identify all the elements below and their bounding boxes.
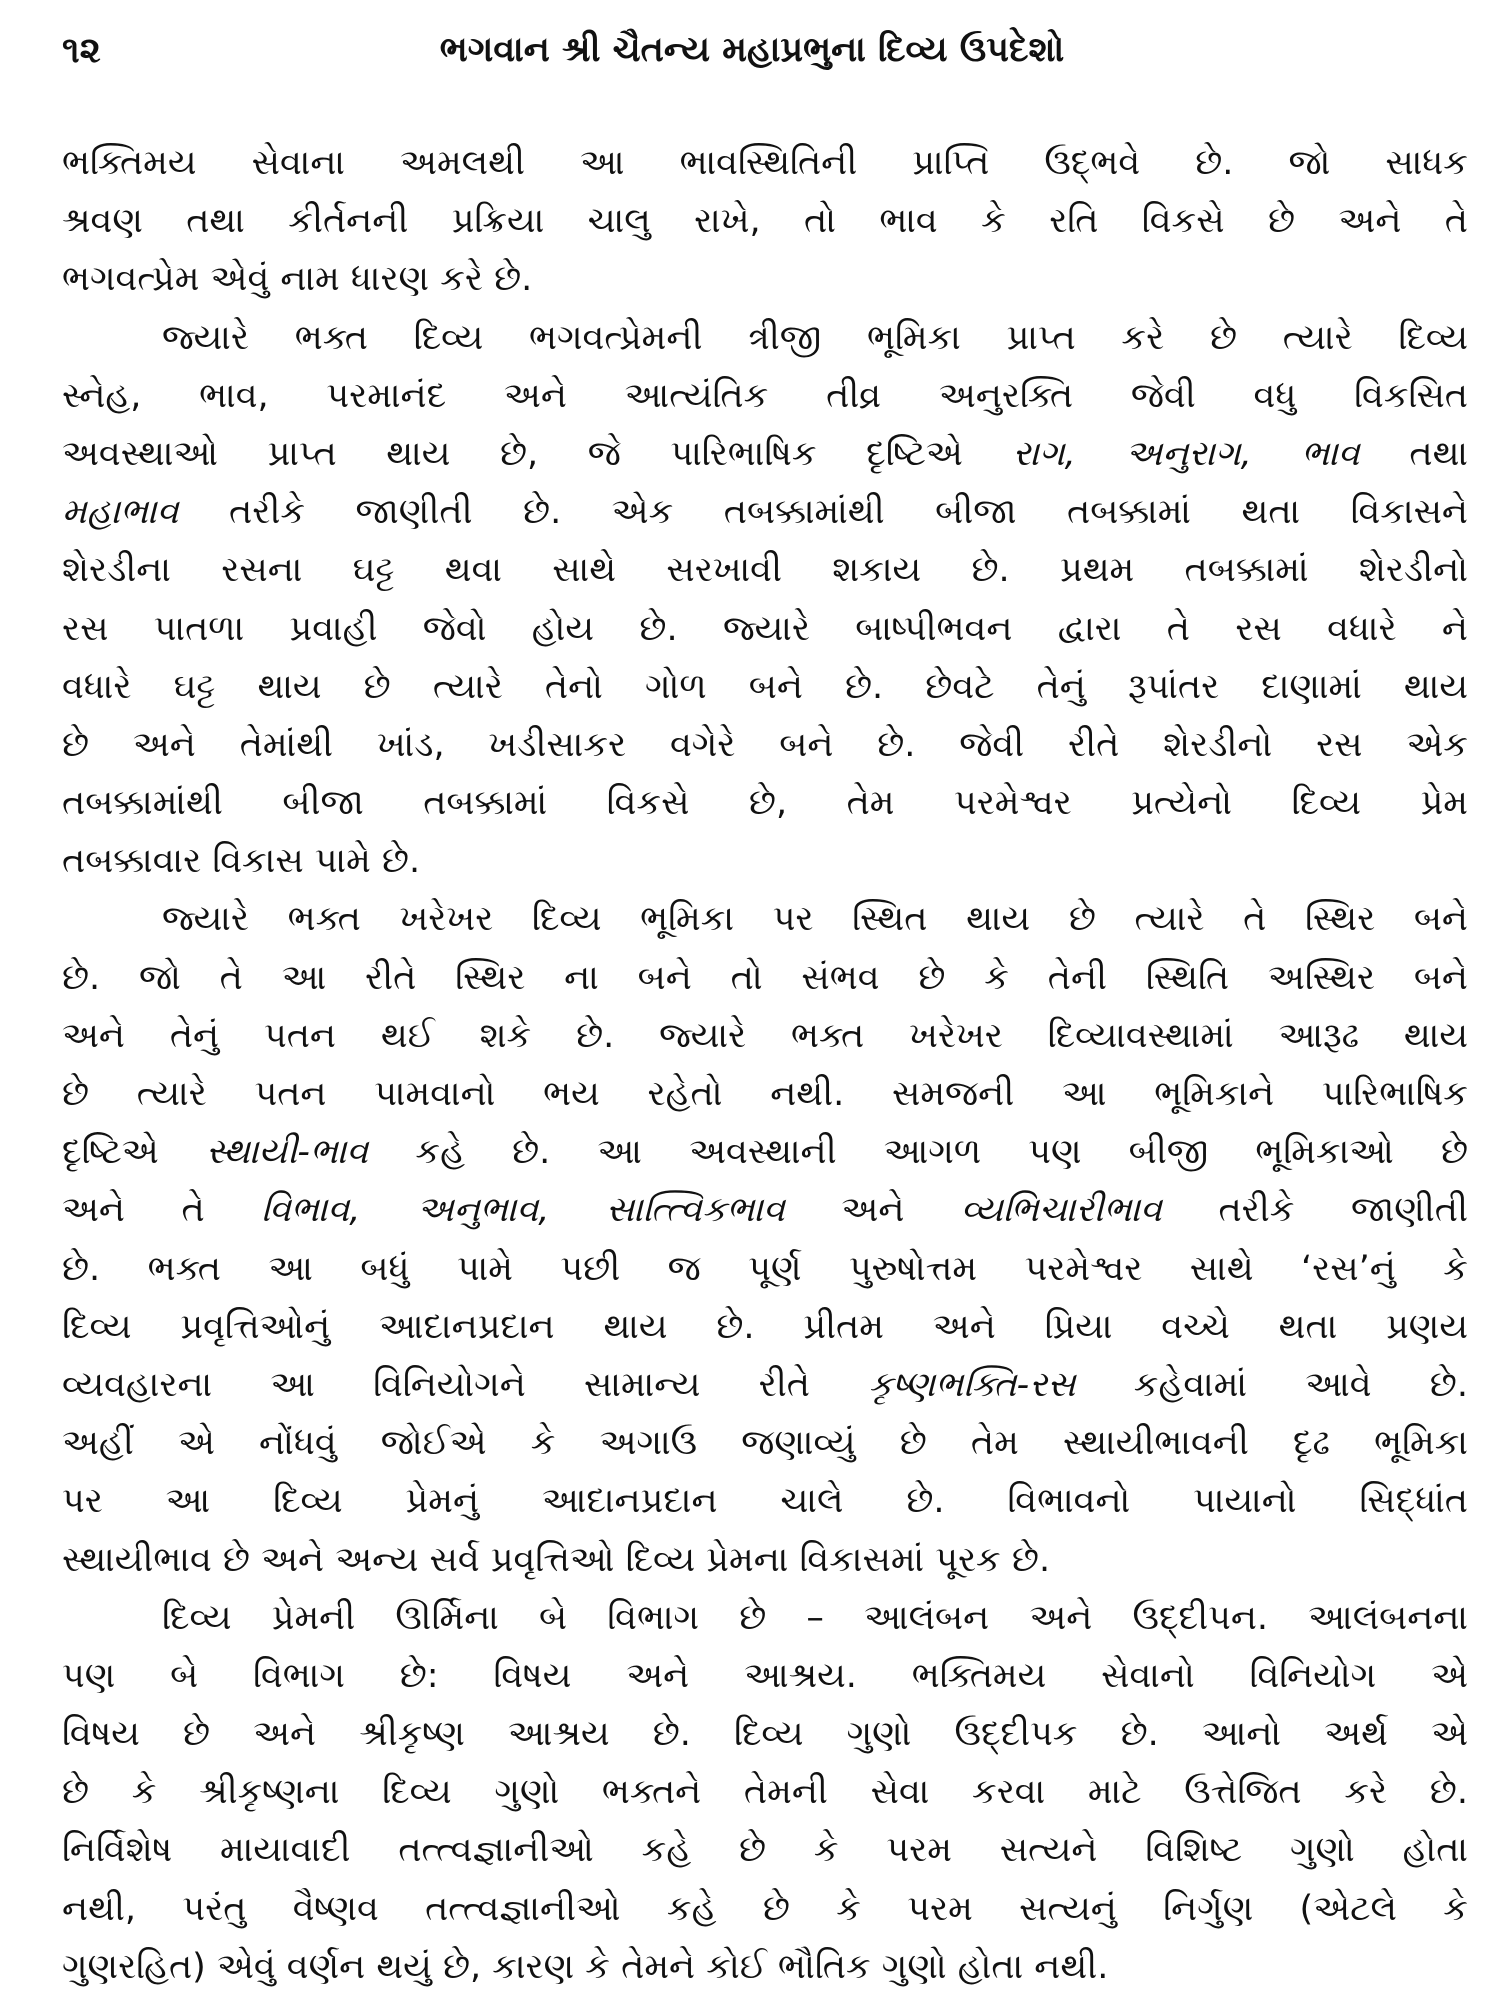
- text-segment: તરીકે જાણીતી: [1161, 1190, 1468, 1231]
- text-segment: અને: [784, 1190, 961, 1231]
- text-segment: વધારે ઘટ્ટ થાય છે ત્યારે તેનો ગોળ બને છે. છેવટે તેનું રૂપાંતર દાણામાં થાય: [62, 666, 1468, 707]
- text-segment: તબક્કાવાર વિકાસ પામે છે.: [62, 841, 421, 882]
- text-line: [62, 1705, 1468, 1763]
- text-line: [62, 600, 1468, 658]
- text-segment: નથી, પરંતુ વૈષ્ણવ તત્ત્વજ્ઞાનીઓ કહે છે કે પરમ સત્યનું નિર્ગુણ (એટલે કે: [62, 1888, 1468, 1929]
- text-segment: શ્રવણ તથા કીર્તનની પ્રક્રિયા ચાલુ રાખે, તો ભાવ કે રતિ વિકસે છે અને તે: [62, 201, 1468, 242]
- text-line: [62, 1356, 1468, 1414]
- text-segment: છે અને તેમાંથી ખાંડ, ખડીસાકર વગેરે બને છે. જેવી રીતે શેરડીનો રસ એક: [62, 724, 1468, 765]
- text-segment: છે કે શ્રીકૃષ્ણના દિવ્ય ગુણો ભક્તને તેમની સેવા કરવા માટે ઉત્તેજિત કરે છે.: [62, 1772, 1468, 1813]
- text-segment: નિર્વિશેષ માયાવાદી તત્ત્વજ્ઞાનીઓ કહે છે કે પરમ સત્યને વિશિષ્ટ ગુણો હોતા: [62, 1830, 1468, 1871]
- text-segment: સ્નેહ, ભાવ, પરમાનંદ અને આત્યંતિક તીવ્ર અનુરક્તિ જેવી વધુ વિકસિત: [62, 375, 1468, 416]
- text-line: [62, 1763, 1468, 1821]
- text-line: [62, 1298, 1468, 1356]
- text-segment: છે. ભક્ત આ બધું પામે પછી જ પૂર્ણ પુરુષોત્તમ પરમેશ્વર સાથે ‘રસ’નું કે: [62, 1248, 1468, 1289]
- text-line: [62, 250, 1468, 308]
- text-line: [62, 1821, 1468, 1879]
- text-line: [62, 134, 1468, 192]
- text-segment: ભક્તિમય સેવાના અમલથી આ ભાવસ્થિતિની પ્રાપ્તિ ઉદ્ભવે છે. જો સાધક: [62, 143, 1468, 183]
- text-segment: શેરડીના રસના ઘટ્ટ થવા સાથે સરખાવી શકાય છે. પ્રથમ તબક્કામાં શેરડીનો: [62, 550, 1468, 591]
- text-line: [62, 192, 1468, 250]
- text-segment: અને તેનું પતન થઈ શકે છે. જ્યારે ભક્ત ખરેખર દિવ્યાવસ્થામાં આરૂઢ થાય: [62, 1015, 1468, 1056]
- text-line: [62, 716, 1468, 774]
- text-line: [62, 1065, 1468, 1123]
- text-line: [62, 658, 1468, 716]
- text-line: [62, 1531, 1468, 1589]
- text-segment: પણ બે વિભાગ છે: વિષય અને આશ્રય. ભક્તિમય સેવાનો વિનિયોગ એ: [62, 1655, 1468, 1696]
- text-line: [62, 832, 1468, 890]
- text-segment: તથા: [1359, 433, 1468, 474]
- italic-term: મહાભાવ: [62, 492, 179, 533]
- text-segment: વ્યવહારના આ વિનિયોગને સામાન્ય રીતે: [62, 1364, 869, 1405]
- text-segment: પર આ દિવ્ય પ્રેમનું આદાનપ્રદાન ચાલે છે. વિભાવનો પાયાનો સિદ્ધાંત: [62, 1481, 1468, 1522]
- text-line: [62, 1589, 1468, 1647]
- text-segment: ભગવત્પ્રેમ એવું નામ ધારણ કરે છે.: [62, 259, 533, 300]
- text-segment: કહે છે. આ અવસ્થાની આગળ પણ બીજી ભૂમિકાઓ છે: [368, 1132, 1468, 1173]
- text-line: [62, 425, 1468, 483]
- text-line: [62, 1181, 1468, 1239]
- italic-term: વ્યભિચારીભાવ: [960, 1190, 1162, 1231]
- paragraph: [62, 134, 1468, 309]
- text-line: [62, 367, 1468, 425]
- italic-term: કૃષ્ણભક્તિ-રસ: [868, 1364, 1076, 1405]
- text-segment: દૃષ્ટિએ: [62, 1132, 206, 1173]
- text-segment: છે. જો તે આ રીતે સ્થિર ના બને તો સંભવ છે કે તેની સ્થિતિ અસ્થિર બને: [62, 957, 1468, 998]
- text-segment: જ્યારે ભક્ત દિવ્ય ભગવત્પ્રેમની ત્રીજી ભૂમિકા પ્રાપ્ત કરે છે ત્યારે દિવ્ય: [162, 317, 1468, 358]
- text-segment: વિષય છે અને શ્રીકૃષ્ણ આશ્રય છે. દિવ્ય ગુણો ઉદ્દીપક છે. આનો અર્થ એ: [62, 1714, 1468, 1755]
- text-line: [62, 1938, 1468, 1996]
- text-segment: છે ત્યારે પતન પામવાનો ભય રહેતો નથી. સમજની આ ભૂમિકાને પારિભાષિક: [62, 1074, 1468, 1114]
- text-line: [62, 1472, 1468, 1530]
- text-line: [62, 309, 1468, 367]
- text-segment: કહેવામાં આવે છે.: [1075, 1364, 1468, 1405]
- text-line: [62, 774, 1468, 832]
- text-segment: સ્થાયીભાવ છે અને અન્ય સર્વ પ્રવૃત્તિઓ દિવ્ય પ્રેમના વિકાસમાં પૂરક છે.: [62, 1539, 1051, 1580]
- italic-term: સ્થાયી-ભાવ: [205, 1132, 369, 1173]
- text-segment: અહીં એ નોંધવું જોઈએ કે અગાઉ જણાવ્યું છે તેમ સ્થાયીભાવની દૃઢ ભૂમિકા: [62, 1423, 1468, 1464]
- text-line: [62, 1647, 1468, 1705]
- text-segment: ગુણરહિત) એવું વર્ણન થયું છે, કારણ કે તેમને કોઈ ભૌતિક ગુણો હોતા નથી.: [62, 1946, 1109, 1987]
- running-title: ભગવાન શ્રી ચૈતન્ય મહાપ્રભુના દિવ્ય ઉપદેશો: [439, 30, 1065, 70]
- text-line: [62, 541, 1468, 599]
- text-segment: રસ પાતળા પ્રવાહી જેવો હોય છે. જ્યારે બાષ્પીભવન દ્વારા તે રસ વધારે ને: [62, 608, 1468, 649]
- text-segment: દિવ્ય પ્રવૃત્તિઓનું આદાનપ્રદાન થાય છે. પ્રીતમ અને પ્રિયા વચ્ચે થતા પ્રણય: [62, 1306, 1468, 1347]
- text-line: [62, 949, 1468, 1007]
- text-segment: જ્યારે ભક્ત ખરેખર દિવ્ય ભૂમિકા પર સ્થિત થાય છે ત્યારે તે સ્થિર બને: [162, 899, 1468, 940]
- page-number: ૧૨: [62, 30, 101, 71]
- italic-term: વિભાવ, અનુભાવ, સાત્ત્વિકભાવ: [261, 1190, 785, 1231]
- text-segment: દિવ્ય પ્રેમની ઊર્મિના બે વિભાગ છે – આલંબન અને ઉદ્દીપન. આલંબનના: [162, 1597, 1468, 1638]
- text-line: [62, 483, 1468, 541]
- italic-term: રાગ, અનુરાગ, ભાવ: [1012, 433, 1360, 474]
- text-segment: અને તે: [62, 1190, 262, 1231]
- text-segment: તરીકે જાણીતી છે. એક તબક્કામાંથી બીજા તબક્કામાં થતા વિકાસને: [178, 492, 1468, 533]
- body-text: [62, 134, 1468, 1996]
- text-line: [62, 1414, 1468, 1472]
- page-header: [62, 30, 1468, 90]
- text-line: [62, 1123, 1468, 1181]
- paragraph: [62, 309, 1468, 891]
- text-line: [62, 890, 1468, 948]
- text-line: [62, 1240, 1468, 1298]
- text-line: [62, 1007, 1468, 1065]
- paragraph: [62, 1589, 1468, 1996]
- paragraph: [62, 890, 1468, 1588]
- text-segment: અવસ્થાઓ પ્રાપ્ત થાય છે, જે પારિભાષિક દૃષ્ટિએ: [62, 433, 1013, 474]
- text-segment: તબક્કામાંથી બીજા તબક્કામાં વિકસે છે, તેમ પરમેશ્વર પ્રત્યેનો દિવ્ય પ્રેમ: [62, 783, 1468, 824]
- text-line: [62, 1880, 1468, 1938]
